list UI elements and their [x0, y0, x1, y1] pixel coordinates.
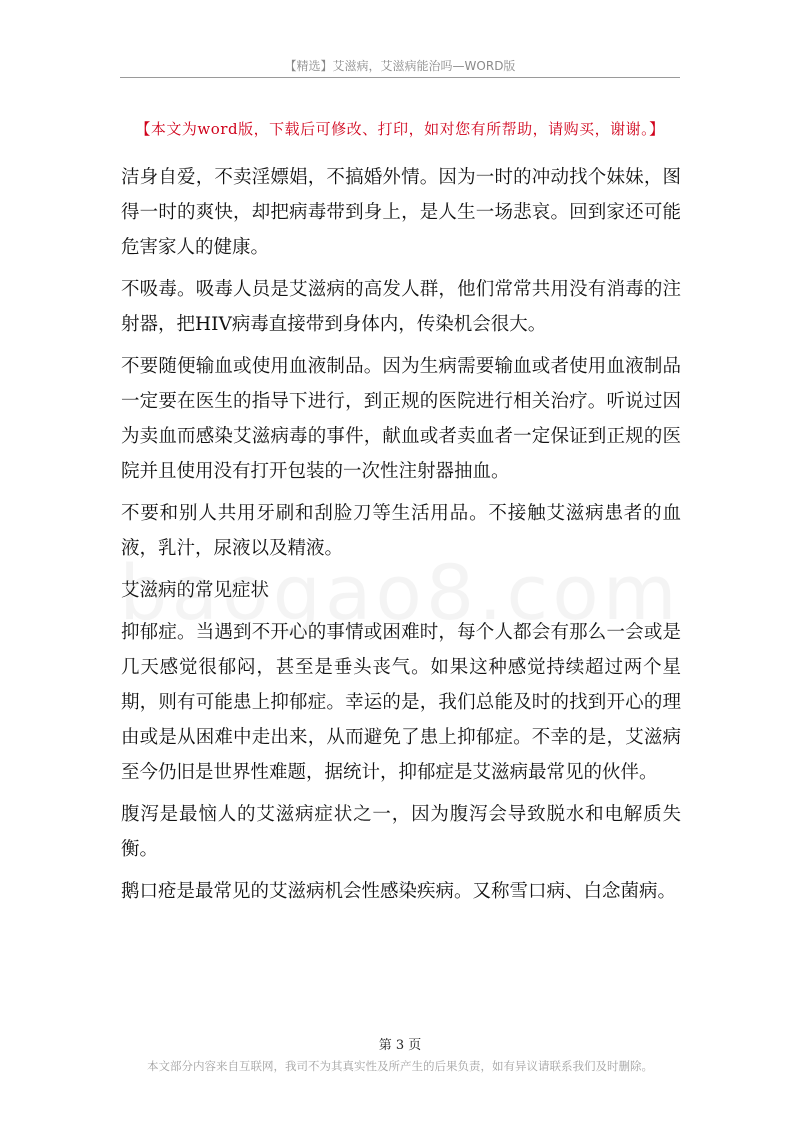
page-number: 第 3 页 [378, 1038, 422, 1053]
paragraph-abstinence: 洁身自爱，不卖淫嫖娼，不搞婚外情。因为一时的冲动找个妹妹，图得一时的爽快，却把病毒带到身上，是人生一场悲哀。回到家还可能危害家人的健康。 [121, 167, 681, 258]
paragraph-blood-products: 不要随便输血或使用血液制品。因为生病需要输血或者使用血液制品一定要在医生的指导下进行，到正规的医院进行相关治疗。听说过因为卖血而感染艾滋病毒的事件，献血或者卖血者一定保证到正规的医院并且使用没有打开包装的一次性注射器抽血。 [121, 356, 681, 482]
footer-disclaimer: 本文部分内容来自互联网，我司不为其真实性及所产生的后果负责，如有异议请联系我们及时删除。 [147, 1059, 653, 1073]
page-header: 【精选】艾滋病，艾滋病能治吗—WORD版 [284, 59, 516, 73]
document-body [121, 160, 681, 916]
section-heading-symptoms: 艾滋病的常见症状 [121, 580, 270, 601]
word-version-notice: 【本文为word版，下载后可修改、打印，如对您有所帮助，请购买，谢谢。】 [135, 120, 665, 138]
paragraph-depression: 抑郁症。当遇到不开心的事情或困难时，每个人都会有那么一会或是几天感觉很郁闷，甚至是垂头丧气。如果这种感觉持续超过两个星期，则有可能患上抑郁症。幸运的是，我们总能及时的找到开心的理由或是从困难中走出来，从而避免了患上抑郁症。不幸的是，艾滋病至今仍旧是世界性难题，据统计，抑郁症是艾滋病最常见的伙伴。 [121, 622, 681, 783]
paragraph-diarrhea: 腹泻是最恼人的艾滋病症状之一，因为腹泻会导致脱水和电解质失衡。 [121, 804, 681, 860]
header-divider [120, 77, 680, 78]
paragraph-thrush: 鹅口疮是最常见的艾滋病机会性感染疾病。又称雪口病、白念菌病。 [121, 881, 677, 902]
paragraph-personal-items: 不要和别人共用牙刷和刮脸刀等生活用品。不接触艾滋病患者的血液，乳汁，尿液以及精液。 [121, 503, 681, 559]
paragraph-no-drugs: 不吸毒。吸毒人员是艾滋病的高发人群，他们常常共用没有消毒的注射器，把HIV病毒直接带到身体内，传染机会很大。 [121, 279, 681, 335]
